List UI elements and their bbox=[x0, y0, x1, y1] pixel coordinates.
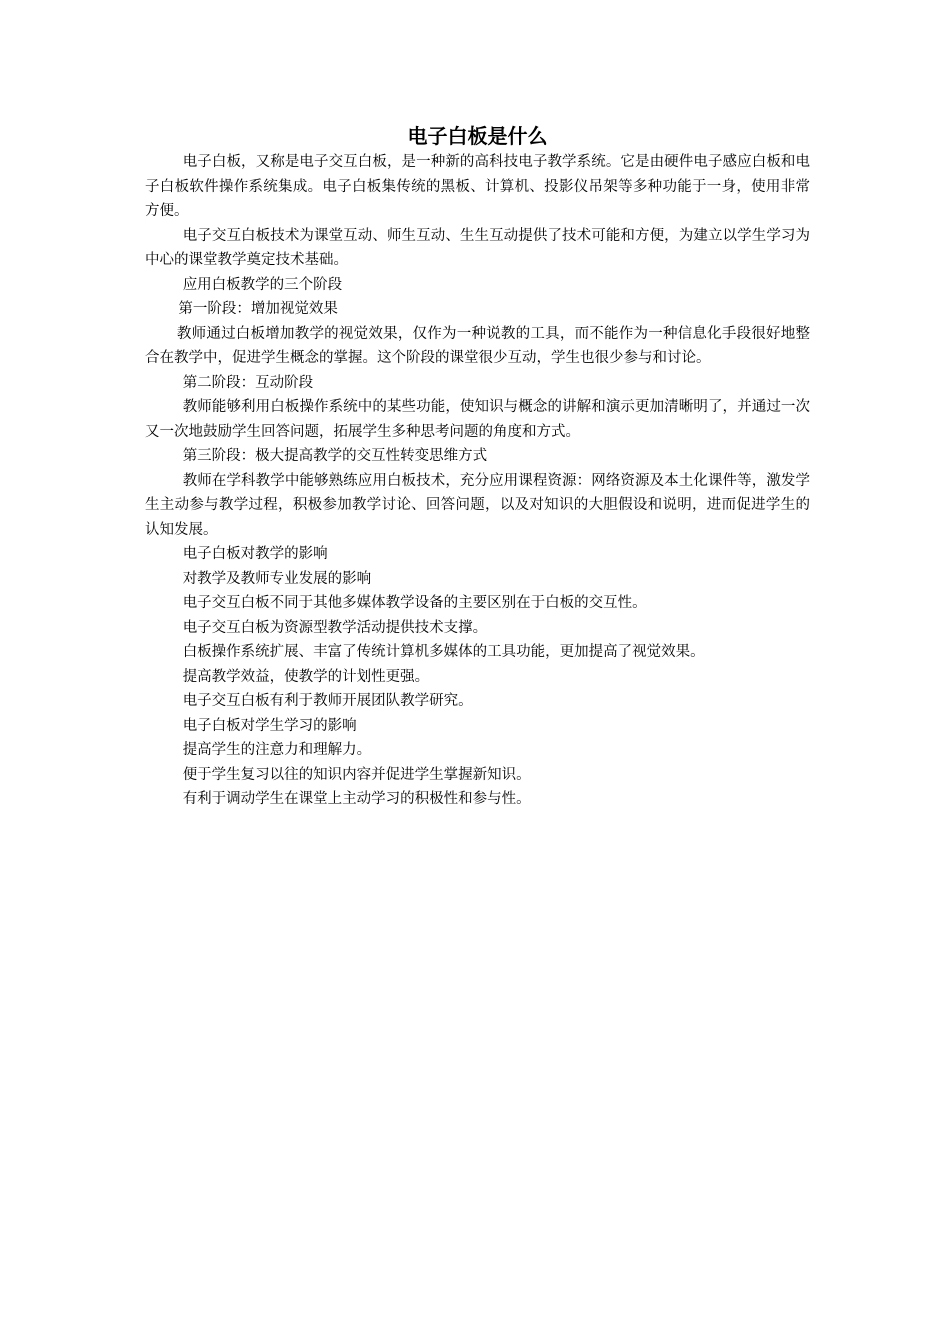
heading-impact-on-students: 电子白板对学生学习的影响 bbox=[182, 717, 357, 734]
list-item-team-research: 电子交互白板有利于教师开展团队教学研究。 bbox=[182, 693, 473, 709]
document-title: 电子白板是什么 bbox=[407, 124, 548, 148]
heading-stage-three: 第三阶段：极大提高教学的交互性转变思维方式 bbox=[182, 448, 488, 464]
heading-three-stages: 应用白板教学的三个阶段 bbox=[182, 276, 343, 293]
list-item-motivation: 有利于调动学生在课堂上主动学习的积极性和参与性。 bbox=[182, 791, 531, 807]
paragraph-definition: 电子白板，又称是电子交互白板，是一种新的高科技电子教学系统。它是由硬件电子感应白板和电子白板软件操作系统集成。电子白板集传统的黑板、计算机、投影仪吊架等多种功能于一身，使用非常方便。 bbox=[145, 154, 810, 219]
heading-stage-two: 第二阶段：互动阶段 bbox=[182, 374, 314, 391]
paragraph-stage-one: 教师通过白板增加教学的视觉效果，仅作为一种说教的工具，而不能作为一种信息化手段很好地整合在教学中，促进学生概念的掌握。这个阶段的课堂很少互动，学生也很少参与和讨论。 bbox=[145, 325, 810, 366]
list-item-resource-support: 电子交互白板为资源型教学活动提供技术支撑。 bbox=[182, 619, 488, 636]
list-item-review: 便于学生复习以往的知识内容并促进学生掌握新知识。 bbox=[182, 766, 531, 783]
list-item-efficiency: 提高教学效益，使教学的计划性更强。 bbox=[182, 668, 430, 685]
paragraph-stage-two: 教师能够利用白板操作系统中的某些功能，使知识与概念的讲解和演示更加清晰明了，并通过一次又一次地鼓励学生回答问题，拓展学生多种思考问题的角度和方式。 bbox=[145, 399, 810, 440]
list-item-attention: 提高学生的注意力和理解力。 bbox=[182, 742, 372, 758]
list-item-interactivity: 电子交互白板不同于其他多媒体教学设备的主要区别在于白板的交互性。 bbox=[182, 595, 647, 611]
paragraph-stage-three: 教师在学科教学中能够熟练应用白板技术，充分应用课程资源：网络资源及本土化课件等，激发学生主动参与教学过程，积极参加教学讨论、回答问题，以及对知识的大胆假设和说明，进而促进学生的认知发展。 bbox=[145, 472, 810, 538]
document-page bbox=[145, 122, 810, 812]
heading-teacher-development: 对教学及教师专业发展的影响 bbox=[182, 570, 372, 587]
heading-stage-one: 第一阶段：增加视觉效果 bbox=[178, 301, 338, 317]
paragraph-technology: 电子交互白板技术为课堂互动、师生互动、生生互动提供了技术可能和方便，为建立以学生学习为中心的课堂教学奠定技术基础。 bbox=[145, 227, 810, 268]
heading-impact-on-teaching: 电子白板对教学的影响 bbox=[182, 546, 328, 562]
list-item-tool-functions: 白板操作系统扩展、丰富了传统计算机多媒体的工具功能，更加提高了视觉效果。 bbox=[182, 644, 705, 660]
